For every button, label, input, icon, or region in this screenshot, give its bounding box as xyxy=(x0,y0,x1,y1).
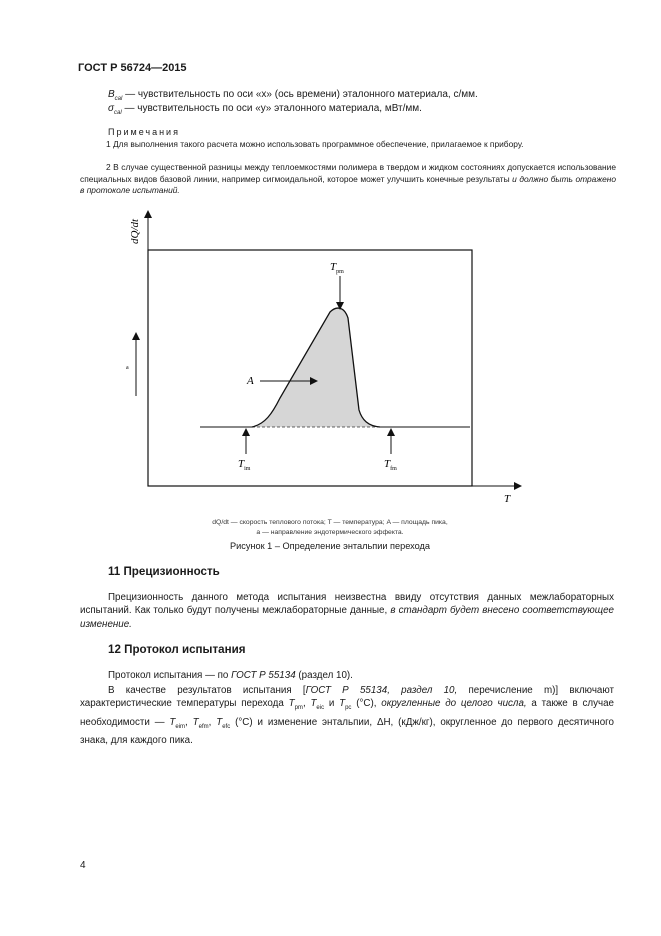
tim-label: $T_{im}$ xyxy=(238,458,251,472)
figure-legend-1: dQ/dt — скорость теплового потока; T — температура; A — площадь пика, xyxy=(212,519,448,526)
section-12-p2: В качестве результатов испытания [ГОСТ Р 55134, раздел 10, перечисление m)] включают характеристические температуры перехода $T_{pm}$, $T_{eic}$ и $T_{pc}$ (°С), округленные до целого числа, а также в случае необходимости — $T_{eim}$, $T_{efm}$, $T_{efc}$ (°С) и изменение энтальпии, ΔH, (кДж/кг), округленное до первого десятичного знака, для каждого пика. xyxy=(80,685,615,746)
notes-title: Примечания xyxy=(108,127,180,137)
section-12-p1: Протокол испытания — по ГОСТ Р 55134 (раздел 10). xyxy=(108,670,353,681)
y-axis-label: dQ/dt xyxy=(129,218,141,244)
peak-area xyxy=(252,308,380,427)
figure-legend-2: a — направление эндотермического эффекта. xyxy=(256,529,404,536)
tfm-label: $T_{fm}$ xyxy=(384,458,397,472)
section-12-title: 12 Протокол испытания xyxy=(108,643,246,656)
enthalpy-figure xyxy=(110,205,530,517)
tpm-label: $T_{pm}$ xyxy=(330,261,344,275)
definition-b-cal: $B_{cal}$ — чувствительность по оси «x» (ось времени) эталонного материала, с/мм. xyxy=(108,89,478,102)
page-number: 4 xyxy=(80,860,86,871)
figure-caption: Рисунок 1 – Определение энтальпии перехода xyxy=(229,541,431,551)
section-11-text: Прецизионность данного метода испытания неизвестна ввиду отсутствия данных межлабораторных испытаний. Как только будут получены межлабораторные данные, в стандарт будет внесено соответствующее изменение. xyxy=(80,592,614,630)
x-axis-label: T xyxy=(504,493,511,505)
area-label: A xyxy=(247,375,254,387)
section-11-title: 11 Прецизионность xyxy=(108,565,220,578)
arrow-label: a xyxy=(126,365,129,371)
note-2: 2 В случае существенной разницы между теплоемкостями полимера в твердом и жидком состояниях допускается использование специальных видов базовой линии, например сигмоидальной, которое может улучшить конечные результаты и должно быть отражено в протоколе испытаний. xyxy=(80,162,616,195)
document-header: ГОСТ Р 56724—2015 xyxy=(78,62,187,74)
note-1: 1 Для выполнения такого расчета можно использовать программное обеспечение, прилагаемое к прибору. xyxy=(106,139,524,149)
definition-sigma-cal: $\sigma_{cal}$ — чувствительность по оси «y» эталонного материала, мВт/мм. xyxy=(108,103,422,116)
